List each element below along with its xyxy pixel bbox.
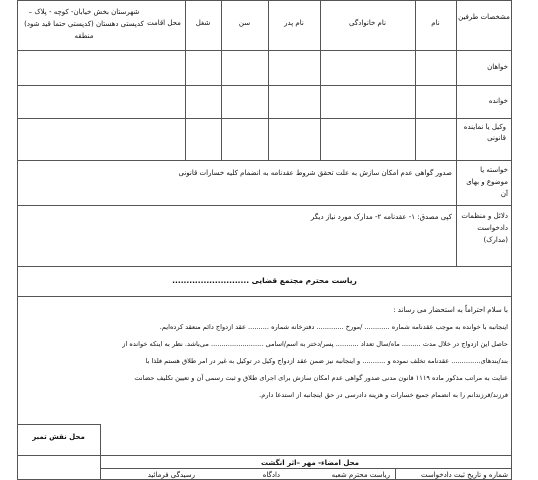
body-line: اینجانبه با خوانده به موجب عقدنامه شماره ............ /مورخ ............. دفترخانه شماره .......... عقد ازدواج دائم منعقد کرده‌ایم. bbox=[159, 323, 508, 331]
request-label: خواسته یا موضوع و بهای آن bbox=[466, 166, 508, 198]
form-frame bbox=[17, 0, 512, 480]
footer-proceed: رسیدگی فرمائید bbox=[147, 471, 195, 479]
stamp-place: محل نقش تمبر bbox=[32, 433, 85, 441]
header-residence: محل اقامت bbox=[147, 19, 181, 27]
signature-place: محل امضاء- مهر –اثر انگشت bbox=[261, 459, 359, 467]
footer-branch: ریاست محترم شعبه bbox=[331, 471, 390, 479]
header-job: شغل bbox=[195, 19, 211, 27]
body-line: فرزند/فرزندانم را به انضمام جمیع خسارات و هزینه دادرسی در حق اینجانبه از استدعا دارم. bbox=[259, 391, 508, 399]
footer-registration: شماره و تاریخ ثبت دادخواست bbox=[420, 471, 508, 479]
body-line: عنایت به مراتب مذکور ماده ۱۱۱۹ قانون مدنی صدور گواهی عدم امکان سازش برای اجرای طلاق و ثبت رسمی آن و تعیین تکلیف حضانت bbox=[134, 374, 508, 382]
header-address: شهرستان بخش خیابان- کوچه - پلاک – کدپستی دهستان (کدپستی حتما قید شود) منطقه bbox=[24, 8, 144, 40]
row-defendant: خوانده bbox=[488, 97, 508, 105]
footer-court: دادگاه bbox=[262, 471, 280, 479]
body-line: با سلام احتراماً به استحضار می رساند : bbox=[393, 306, 508, 314]
row-plaintiff: خواهان bbox=[487, 63, 508, 71]
header-age: سن bbox=[238, 19, 251, 27]
body-line: بند/بندهای.............. عقدنامه تخلف نموده و ........... و اینجانبه نیز ضمن عقد ازدواج وکیل در توکیل به غیر در امر طلاق هستم فلذا با bbox=[145, 357, 508, 365]
header-parties: مشخصات طرفین bbox=[458, 13, 510, 21]
header-name: نام bbox=[431, 19, 440, 27]
body-line: حاصل این ازدواج در خلال مدت ......... ماه/سال تعداد ........... پسر/دختر به اسم/اسامی ......................... می‌باشد. نظر به اینکه خوانده از bbox=[122, 340, 508, 348]
header-father: نام پدر bbox=[284, 19, 304, 27]
row-lawyer: وکیل یا نماینده قانونی bbox=[463, 123, 506, 142]
evidence-text: کپی مصدق: ۱- عقدنامه ۲- مدارک مورد نیاز دیگر bbox=[310, 213, 452, 221]
evidence-label: دلائل و منظمات دادخواست (مدارک) bbox=[461, 212, 508, 244]
header-family: نام خانوادگی bbox=[349, 19, 386, 27]
court-title: ریاست محترم مجتمع قضایی ........................... bbox=[172, 276, 357, 285]
request-text: صدور گواهی عدم امکان سازش به علت تحقق شروط عقدنامه به انضمام کلیه خسارات قانونی bbox=[178, 169, 452, 177]
